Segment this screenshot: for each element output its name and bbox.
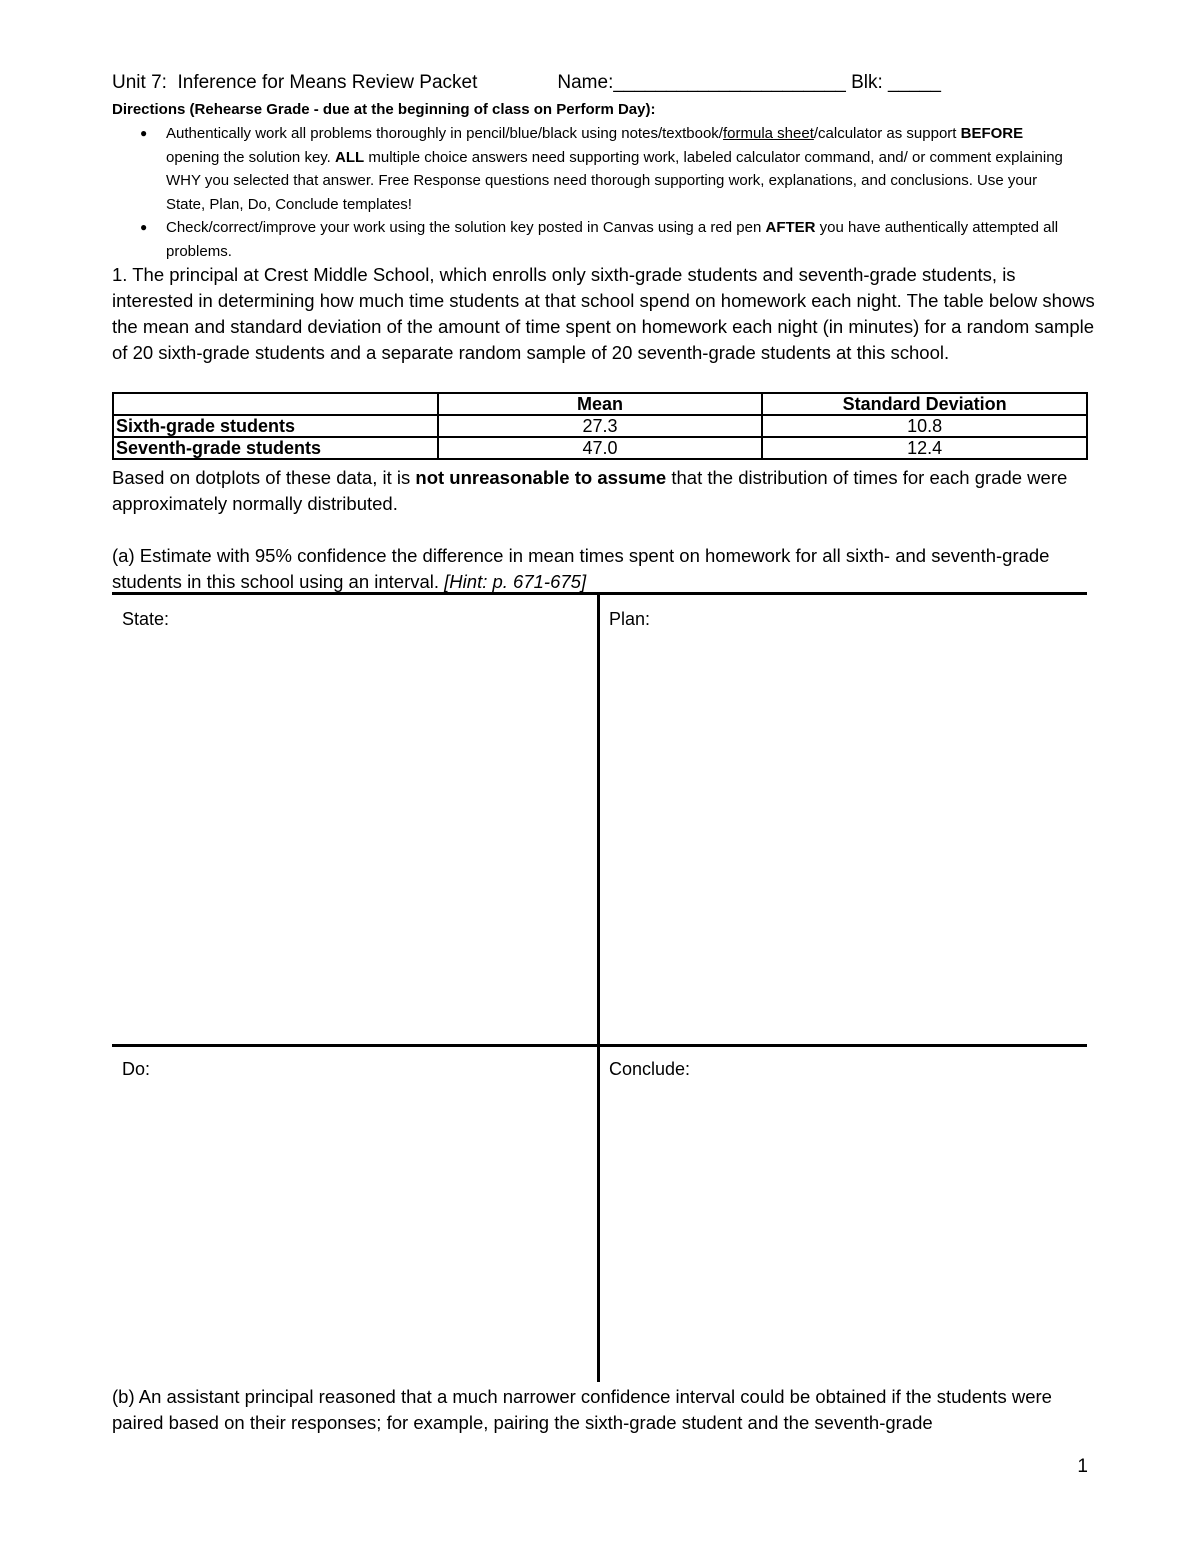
hint-text: [Hint: p. 671-675] [444, 571, 587, 592]
table-cell: 10.8 [762, 415, 1087, 437]
page-header [112, 72, 941, 94]
directions-list [112, 122, 1072, 263]
table-row [113, 415, 1087, 437]
formula-sheet-link[interactable]: formula sheet [722, 125, 814, 142]
state-box-label: State: [122, 609, 170, 629]
table-header-cell: Standard Deviation [762, 393, 1087, 415]
table-row-label: Seventh-grade students [113, 437, 438, 459]
directions-heading: Directions (Rehearse Grade - due at the beginning of class on Perform Day): [112, 101, 656, 118]
table-cell: 47.0 [438, 437, 763, 459]
page-number: 1 [1077, 1456, 1088, 1477]
bullet-icon: ● [140, 126, 148, 140]
bullet-icon: ● [140, 220, 148, 234]
plan-box-label: Plan: [609, 609, 651, 629]
do-box-label: Do: [122, 1059, 151, 1079]
directions-bullet-2: ● Check/correct/improve your work using the solution key posted in Canvas using a red pen AFTER you have authentically attempted all problems. [112, 216, 1072, 263]
directions-bullet-1: ● Authentically work all problems thoroughly in pencil/blue/black using notes/textbook/formula sheet/calculator as support BEFORE opening the solution key. ALL multiple choice answers need supporting work, labeled calculator command, and/ or comment explaining WHY you selected that answer. Free Response questions need thorough supporting work, explanations, and conclusions. Use your State, Plan, Do, Conclude templates! [112, 122, 1072, 216]
table-cell: 12.4 [762, 437, 1087, 459]
name-field-label: Name:______________________ [557, 72, 846, 93]
table-header-cell [113, 393, 438, 415]
question-1-text: 1. The principal at Crest Middle School, which enrolls only sixth-grade students and seventh-grade students, is interested in determining how much time students at that school spend on homework each night. The table below shows the mean and standard deviation of the amount of time spent on homework each night (in minutes) for a random sample of 20 sixth-grade students and a separate random sample of 20 seventh-grade students at this school. [112, 264, 1095, 363]
table-header-cell: Mean [438, 393, 763, 415]
template-middle-border [112, 1044, 1087, 1047]
conclude-box-label: Conclude: [609, 1059, 691, 1079]
part-a-prompt: (a) Estimate with 95% confidence the difference in mean times spent on homework for all sixth- and seventh-grade students in this school using an interval. [Hint: p. 671-675] [112, 545, 1050, 592]
table-cell: 27.3 [438, 415, 763, 437]
table-row [113, 437, 1087, 459]
assumption-text: Based on dotplots of these data, it is not unreasonable to assume that the distribution of times for each grade were approximately normally distributed. [112, 467, 1068, 514]
packet-title: Unit 7: Inference for Means Review Packet [112, 72, 478, 93]
table-row-label: Sixth-grade students [113, 415, 438, 437]
part-b-prompt: (b) An assistant principal reasoned that a much narrower confidence interval could be obtained if the students were paired based on their responses; for example, pairing the sixth-grade student and the seventh-grade [112, 1386, 1052, 1433]
table-header-row [113, 393, 1087, 415]
block-field-label: Blk: _____ [851, 72, 941, 93]
homework-table [112, 392, 1088, 460]
template-center-divider [597, 592, 600, 1382]
